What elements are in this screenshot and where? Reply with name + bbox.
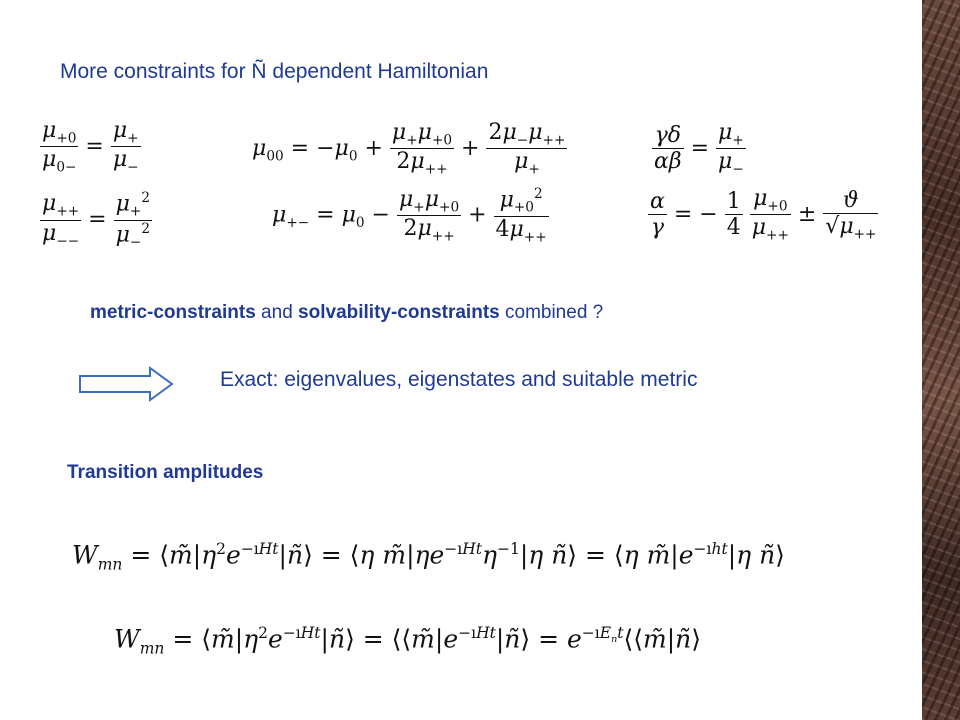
equation-middle-2: $\mu_{+-} = \mu_0$ − $\frac{\mu_+\mu_{+0}}{2\mu_{++}}$ + $\frac{\mu_{+0}^2}{4\mu_{++}}$: [272, 186, 547, 246]
combined-label: combined ?: [499, 302, 604, 323]
transition-amplitude-equation-2: $W_{mn}$ = $⟨m̃|\eta^2e^{-ıHt}|ñ⟩$ = $⟨⟨m̃|e^{-ıHt}|ñ⟩$ = $e^{-ıE_nt}⟨⟨m̃|ñ⟩$: [114, 624, 702, 658]
constraints-question: [90, 302, 603, 324]
transition-amplitude-equation-1: $W_{mn}$ = $⟨m̃|\eta^2e^{-ıHt}|ñ⟩$ = ⟨η $m̃|\eta e^{-ıHt}\eta^{-1}|\eta$ ñ⟩ = ⟨η $m̃|e^{-ıht}|\eta$ ñ⟩: [72, 540, 785, 574]
solvability-constraints-label: solvability-constraints: [298, 302, 500, 323]
exact-result-text: Exact: eigenvalues, eigenstates and suitable metric: [220, 368, 698, 391]
equation-left-2: $\frac{\mu_{++}}{\mu_{--}}$ = $\frac{\mu_+^2}{\mu_-^2}$: [42, 190, 150, 251]
metric-constraints-label: metric-constraints: [90, 302, 256, 323]
equation-right-1: $\frac{\gamma\delta}{\alpha\beta}$ = $\frac{\mu_+}{\mu_-}$: [654, 120, 744, 178]
equation-middle-1: $\mu_{00} = -\mu_0$ + $\frac{\mu_+\mu_{+0}}{2\mu_{++}}$ + $\frac{2\mu_-\mu_{++}}{\mu_+}$: [252, 120, 566, 178]
section-heading: Transition amplitudes: [67, 462, 264, 483]
slide-title: More constraints for Ñ dependent Hamiltonian: [60, 60, 489, 83]
decorative-texture-strip: [922, 0, 960, 720]
and-label: and: [255, 302, 299, 323]
equation-left-1: $\frac{\mu_{+0}}{\mu_{0-}}$ = $\frac{\mu_+}{\mu_-}$: [42, 118, 139, 176]
implication-arrow-icon: [78, 366, 174, 402]
equation-right-2: $\frac{\alpha}{\gamma}$ = − $\frac{1}{4}$ $\frac{\mu_{+0}}{\mu_{++}}$ ± $\frac{ϑ}{√\mu_{++}}$: [650, 186, 877, 244]
